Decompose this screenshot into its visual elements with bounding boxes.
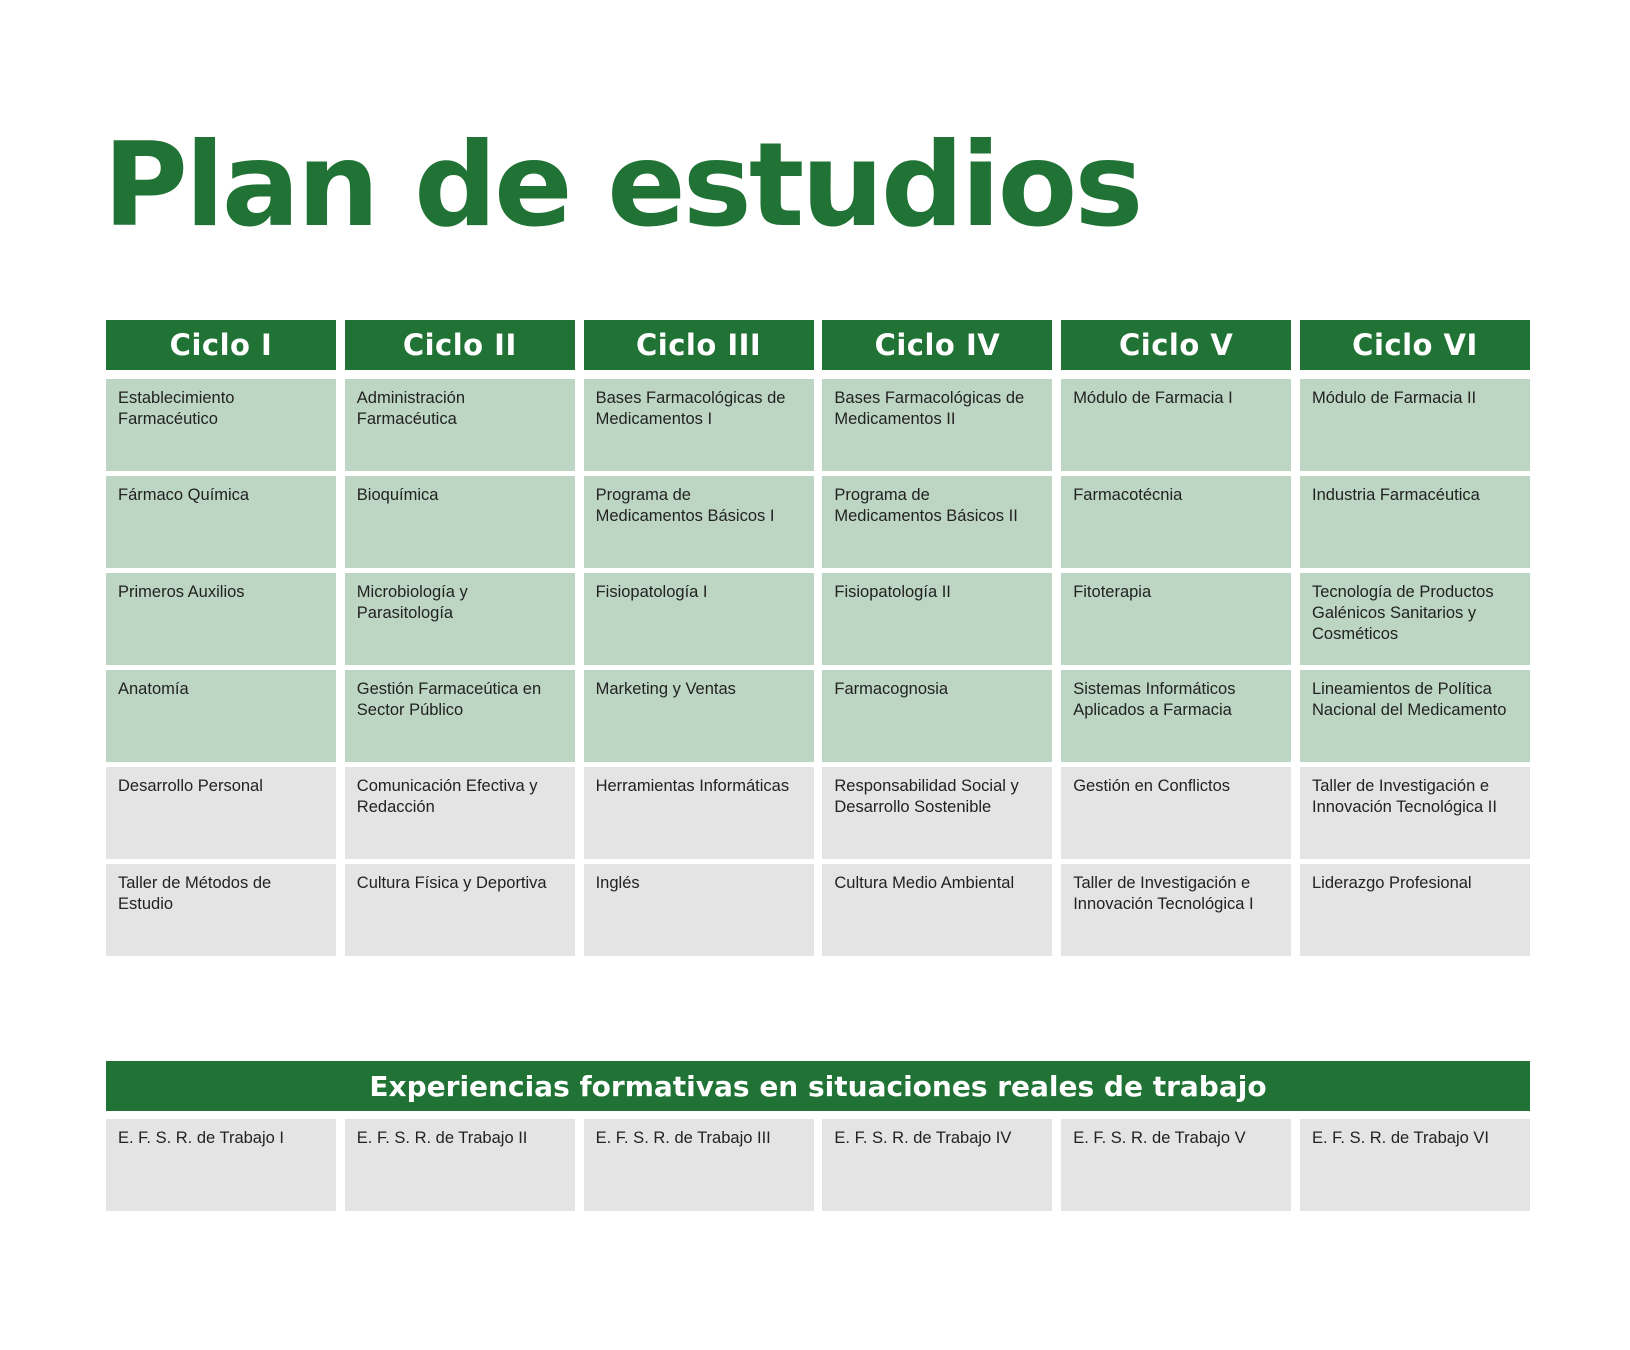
- cycle-column-6: [1300, 320, 1530, 956]
- cycle-header: Ciclo VI: [1300, 320, 1530, 370]
- course-cell: Taller de Métodos de Estudio: [106, 864, 336, 956]
- course-cell: Microbiología y Parasitología: [345, 573, 575, 665]
- experience-cell: E. F. S. R. de Trabajo I: [106, 1119, 336, 1211]
- course-cell: Fisiopatología I: [584, 573, 814, 665]
- course-cell: Bases Farmacológicas de Medicamentos I: [584, 379, 814, 471]
- cycle-column-2: [345, 320, 575, 956]
- course-cell: Farmacotécnia: [1061, 476, 1291, 568]
- course-cell: Taller de Investigación e Innovación Tecnológica I: [1061, 864, 1291, 956]
- course-cell: Bioquímica: [345, 476, 575, 568]
- cycle-header: Ciclo V: [1061, 320, 1291, 370]
- experience-cell: E. F. S. R. de Trabajo II: [345, 1119, 575, 1211]
- cycle-header: Ciclo I: [106, 320, 336, 370]
- curriculum-grid: [106, 320, 1530, 956]
- experiences-heading: Experiencias formativas en situaciones reales de trabajo: [106, 1061, 1530, 1111]
- course-cell: Administración Farmacéutica: [345, 379, 575, 471]
- course-cell: Sistemas Informáticos Aplicados a Farmacia: [1061, 670, 1291, 762]
- course-cell: Cultura Física y Deportiva: [345, 864, 575, 956]
- course-cell: Bases Farmacológicas de Medicamentos II: [822, 379, 1052, 471]
- course-cell: Gestión Farmaceútica en Sector Público: [345, 670, 575, 762]
- course-cell: Establecimiento Farmacéutico: [106, 379, 336, 471]
- experiences-grid: [106, 1119, 1530, 1211]
- course-cell: Fitoterapia: [1061, 573, 1291, 665]
- cycle-column-4: [822, 320, 1052, 956]
- course-cell: Marketing y Ventas: [584, 670, 814, 762]
- cycle-column-3: [584, 320, 814, 956]
- course-cell: Primeros Auxilios: [106, 573, 336, 665]
- course-cell: Desarrollo Personal: [106, 767, 336, 859]
- course-cell: Comunicación Efectiva y Redacción: [345, 767, 575, 859]
- course-cell: Cultura Medio Ambiental: [822, 864, 1052, 956]
- course-cell: Programa de Medicamentos Básicos II: [822, 476, 1052, 568]
- experience-cell: E. F. S. R. de Trabajo III: [584, 1119, 814, 1211]
- experience-cell: E. F. S. R. de Trabajo VI: [1300, 1119, 1530, 1211]
- course-cell: Liderazgo Profesional: [1300, 864, 1530, 956]
- course-cell: Lineamientos de Política Nacional del Medicamento: [1300, 670, 1530, 762]
- cycle-header: Ciclo IV: [822, 320, 1052, 370]
- page-title: Plan de estudios: [103, 118, 1141, 253]
- cycle-column-1: [106, 320, 336, 956]
- cycle-header: Ciclo III: [584, 320, 814, 370]
- course-cell: Farmacognosia: [822, 670, 1052, 762]
- cycle-column-5: [1061, 320, 1291, 956]
- course-cell: Tecnología de Productos Galénicos Sanitarios y Cosméticos: [1300, 573, 1530, 665]
- course-cell: Fármaco Química: [106, 476, 336, 568]
- cycle-header: Ciclo II: [345, 320, 575, 370]
- course-cell: Programa de Medicamentos Básicos I: [584, 476, 814, 568]
- course-cell: Fisiopatología II: [822, 573, 1052, 665]
- course-cell: Taller de Investigación e Innovación Tecnológica II: [1300, 767, 1530, 859]
- experience-cell: E. F. S. R. de Trabajo IV: [822, 1119, 1052, 1211]
- course-cell: Módulo de Farmacia I: [1061, 379, 1291, 471]
- course-cell: Gestión en Conflictos: [1061, 767, 1291, 859]
- experience-cell: E. F. S. R. de Trabajo V: [1061, 1119, 1291, 1211]
- course-cell: Herramientas Informáticas: [584, 767, 814, 859]
- course-cell: Módulo de Farmacia II: [1300, 379, 1530, 471]
- course-cell: Inglés: [584, 864, 814, 956]
- course-cell: Industria Farmacéutica: [1300, 476, 1530, 568]
- course-cell: Responsabilidad Social y Desarrollo Sostenible: [822, 767, 1052, 859]
- course-cell: Anatomía: [106, 670, 336, 762]
